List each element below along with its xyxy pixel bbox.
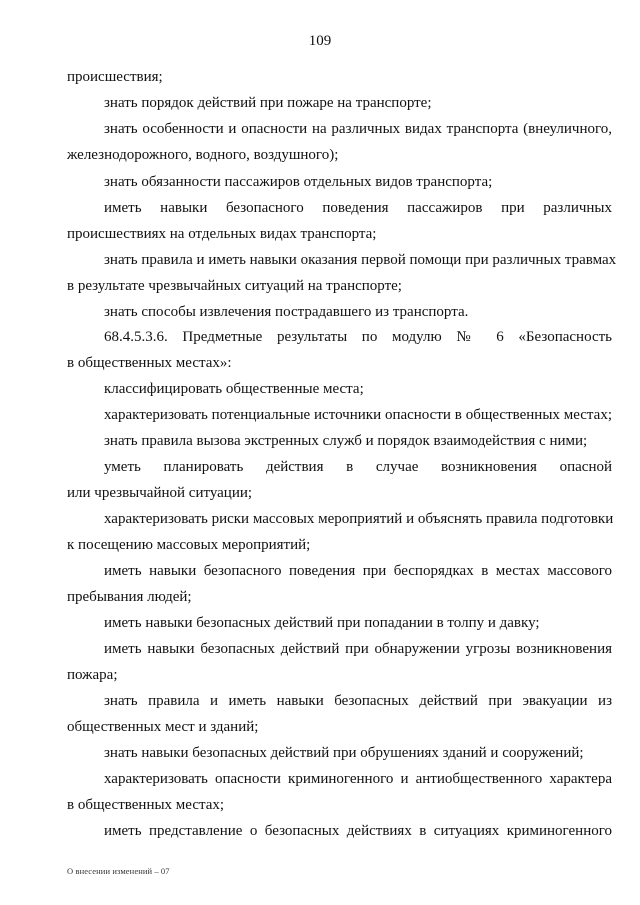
footer-note: О внесении изменений – 07	[67, 866, 170, 876]
text-line: знать порядок действий при пожаре на транспорте;	[104, 95, 432, 111]
text-line: знать правила вызова экстренных служб и порядок взаимодействия с ними;	[104, 433, 588, 449]
text-line: знать особенности и опасности на различных видах транспорта (внеуличного,	[104, 121, 612, 137]
text-line: классифицировать общественные места;	[104, 381, 364, 397]
text-line: происшествиях на отдельных видах транспорта;	[67, 226, 377, 242]
section-heading-line: 68.4.5.3.6. Предметные результаты по модулю № 6 «Безопасность	[104, 329, 612, 345]
text-line: характеризовать опасности криминогенного и антиобщественного характера	[104, 771, 612, 787]
text-line: общественных мест и зданий;	[67, 719, 259, 735]
page-number: 109	[308, 33, 332, 49]
text-line: знать навыки безопасных действий при обрушениях зданий и сооружений;	[104, 745, 584, 761]
text-line: знать правила и иметь навыки оказания первой помощи при различных травмах	[104, 252, 617, 268]
text-line: в результате чрезвычайных ситуаций на транспорте;	[67, 278, 402, 294]
text-line: пребывания людей;	[67, 589, 192, 605]
text-line: характеризовать потенциальные источники опасности в общественных местах;	[104, 407, 612, 423]
text-line: или чрезвычайной ситуации;	[67, 485, 253, 501]
text-line: уметь планировать действия в случае возникновения опасной	[104, 459, 612, 475]
text-line: иметь навыки безопасного поведения при беспорядках в местах массового	[104, 563, 612, 579]
text-line: иметь представление о безопасных действиях в ситуациях криминогенного	[104, 823, 612, 839]
text-line: к посещению массовых мероприятий;	[67, 537, 311, 553]
text-line: иметь навыки безопасных действий при обнаружении угрозы возникновения	[104, 641, 612, 657]
text-line: характеризовать риски массовых мероприятий и объяснять правила подготовки	[104, 511, 614, 527]
text-line: знать правила и иметь навыки безопасных действий при эвакуации из	[104, 693, 612, 709]
text-line: знать обязанности пассажиров отдельных видов транспорта;	[104, 174, 493, 190]
text-line: железнодорожного, водного, воздушного);	[67, 147, 339, 163]
text-line: иметь навыки безопасных действий при попадании в толпу и давку;	[104, 615, 540, 631]
text-line: знать способы извлечения пострадавшего из транспорта.	[104, 304, 469, 320]
text-line: происшествия;	[67, 69, 163, 85]
text-line: иметь навыки безопасного поведения пассажиров при различных	[104, 200, 612, 216]
section-heading-line: в общественных местах»:	[67, 355, 232, 371]
text-line: в общественных местах;	[67, 797, 225, 813]
text-line: пожара;	[67, 667, 118, 683]
